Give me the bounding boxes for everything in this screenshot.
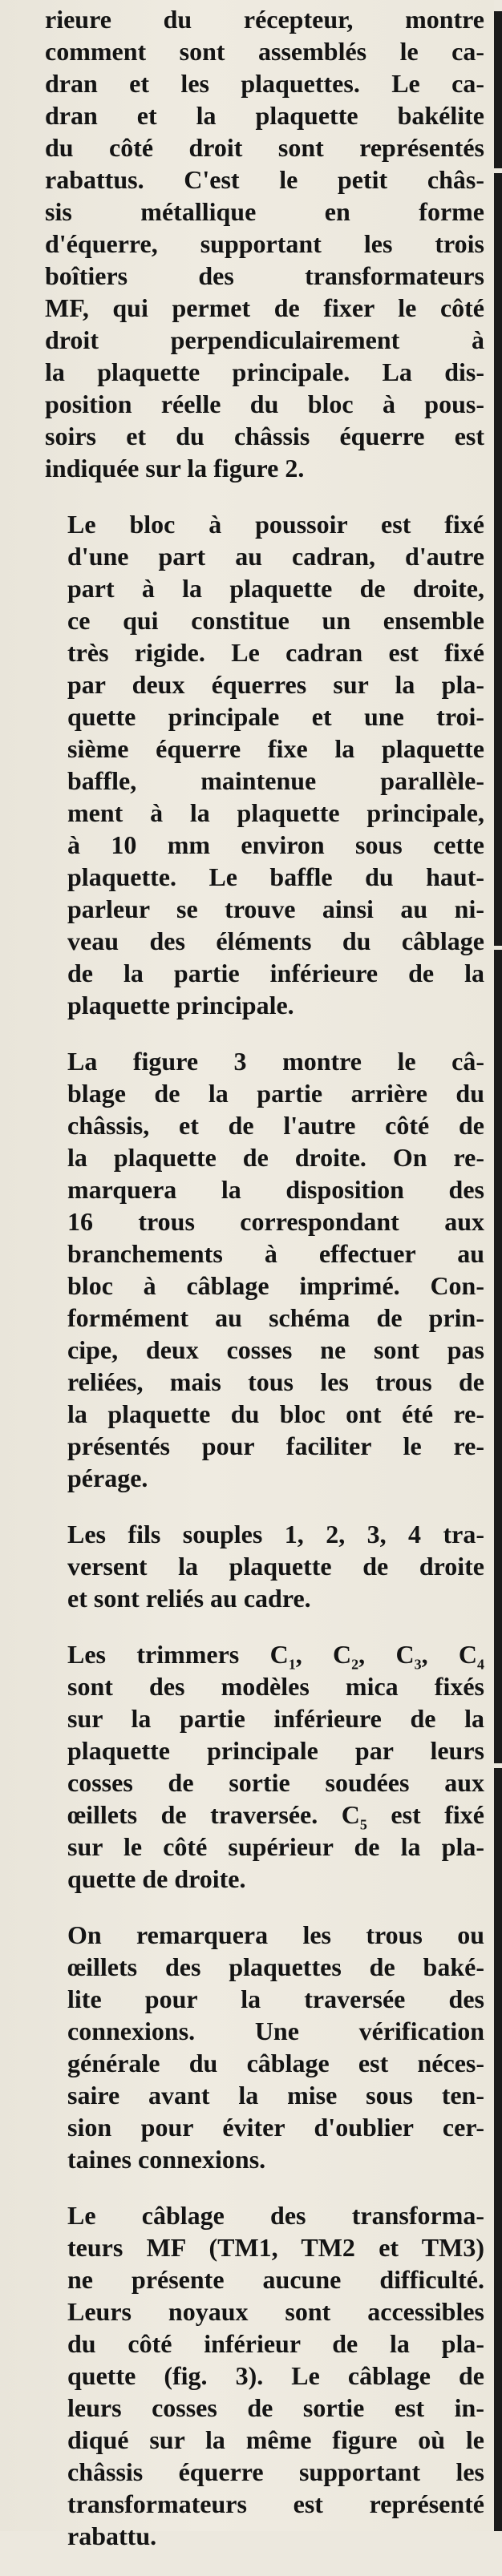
text-line: cosses de sortie soudées aux [67,1768,484,1797]
text-line: La figure 3 montre le câ- [67,1047,484,1076]
text-line: indiquée sur la figure 2. [45,454,305,482]
text-line: position réelle du bloc à pous- [45,390,484,418]
text-line: sion pour éviter d'oublier cer- [67,2113,484,2142]
text-line: Les trimmers $C_1$, $C_2$, $C_3$, $C_4$ [67,1640,484,1673]
text-line: taines connexions. [67,2145,266,2174]
text-line: de la partie inférieure de la [67,959,484,987]
text-line: comment sont assemblés le ca- [45,37,484,66]
text-line: quette de droite. [67,1864,246,1893]
text-line: ce qui constitue un ensemble [67,606,484,635]
text-line: la plaquette principale. La dis- [45,357,484,386]
text-line: dran et la plaquette bakélite [45,101,484,130]
text-line: présentés pour faciliter le re- [67,1431,484,1460]
text-line: veau des éléments du câblage [67,927,484,955]
paragraph-p4 [45,1518,484,1614]
text-line: marquera la disposition des [67,1175,484,1204]
text-line: d'équerre, supportant les trois [45,229,484,258]
text-line: sont des modèles mica fixés [67,1672,484,1701]
text-line: MF, qui permet de fixer le côté [45,293,484,322]
text-line: soirs et du châssis équerre est [45,422,484,450]
paragraph-p3 [45,1045,484,1494]
text-line: plaquette principale par leurs [67,1736,484,1765]
text-line: lite pour la traversée des [67,1984,484,2013]
text-line: rieure du récepteur, montre [45,5,484,34]
article-text-column [45,0,484,2576]
text-line: connexions. Une vérification [67,2017,484,2045]
text-line: droit perpendiculairement à [45,325,484,354]
text-line: du côté droit sont représentés [45,133,484,162]
text-line: 16 trous correspondant aux [67,1207,484,1236]
text-line: diqué sur la même figure où le [67,2425,484,2454]
text-line: Les fils souples 1, 2, 3, 4 tra- [67,1520,484,1548]
paragraph-p7 [45,2199,484,2552]
text-line: Leurs noyaux sont accessibles [67,2297,484,2326]
text-line: du côté inférieur de la pla- [67,2329,484,2358]
text-line: pérage. [67,1464,148,1492]
text-line: Le bloc à poussoir est fixé [67,510,484,539]
page-edge-strip [494,0,502,2531]
text-line: reliées, mais tous les trous de [67,1367,484,1396]
text-line: très rigide. Le cadran est fixé [67,638,484,667]
text-line: par deux équerres sur la pla- [67,670,484,699]
text-line: boîtiers des transformateurs [45,261,484,290]
text-line: ment à la plaquette principale, [67,798,484,827]
text-line: plaquette. Le baffle du haut- [67,862,484,891]
text-line: quette principale et une troi- [67,702,484,731]
paragraph-p2 [45,508,484,1021]
text-line: châssis, et de l'autre côté de [67,1111,484,1140]
text-line: cipe, deux cosses ne sont pas [67,1335,484,1364]
text-line: Le câblage des transforma- [67,2201,484,2230]
text-line: ne présente aucune difficulté. [67,2265,484,2294]
text-line: blage de la partie arrière du [67,1079,484,1108]
text-line: et sont reliés au cadre. [67,1584,311,1613]
text-line: On remarquera les trous ou [67,1920,484,1949]
text-line: sis métallique en forme [45,197,484,226]
text-line: rabattus. C'est le petit châs- [45,165,484,194]
text-line: œillets des plaquettes de baké- [67,1952,484,1981]
text-line: versent la plaquette de droite [67,1552,484,1581]
text-line: baffle, maintenue parallèle- [67,766,484,795]
text-line: à 10 mm environ sous cette [67,830,484,859]
text-line: quette (fig. 3). Le câblage de [67,2361,484,2390]
text-line: bloc à câblage imprimé. Con- [67,1271,484,1300]
text-line: parleur se trouve ainsi au ni- [67,894,484,923]
paragraph-p5 [45,1638,484,1895]
text-line: sur le côté supérieur de la pla- [67,1832,484,1861]
text-line: leurs cosses de sortie est in- [67,2393,484,2422]
text-line: œillets de traversée. $C_5$ est fixé [67,1800,485,1833]
text-line: formément au schéma de prin- [67,1303,484,1332]
text-line: la plaquette du bloc ont été re- [67,1399,484,1428]
text-line: branchements à effectuer au [67,1239,484,1268]
paragraph-p6 [45,1919,484,2175]
text-line: la plaquette de droite. On re- [67,1143,484,1172]
text-line: transformateurs est représenté [67,2489,484,2518]
text-line: plaquette principale. [67,991,294,1019]
text-line: saire avant la mise sous ten- [67,2081,484,2110]
paragraph-p1 [45,3,484,484]
text-line: dran et les plaquettes. Le ca- [45,69,484,98]
text-line: générale du câblage est néces- [67,2049,484,2077]
text-line: sur la partie inférieure de la [67,1704,484,1733]
text-line: teurs MF (TM1, TM2 et TM3) [67,2233,484,2262]
text-line: d'une part au cadran, d'autre [67,542,484,571]
text-line: châssis équerre supportant les [67,2457,484,2486]
text-line: sième équerre fixe la plaquette [67,734,484,763]
text-line: part à la plaquette de droite, [67,574,484,603]
text-line: rabattu. [67,2521,157,2550]
